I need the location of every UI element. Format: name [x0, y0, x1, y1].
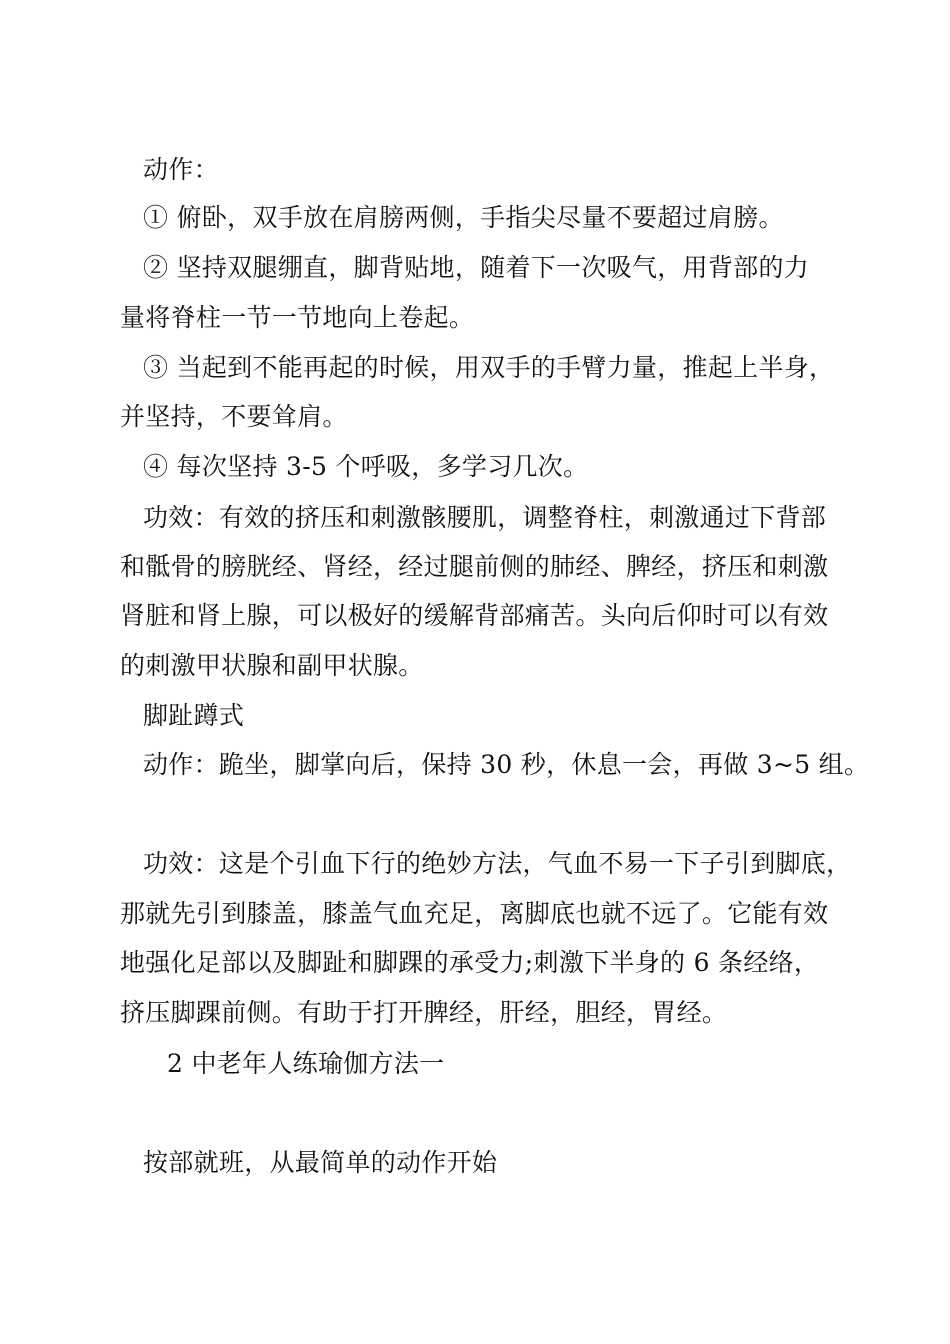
effect-2-line-3: 地强化足部以及脚趾和脚踝的承受力;刺激下半身的 6 条经络，: [120, 948, 820, 977]
effect-1-line-3: 肾脏和肾上腺，可以极好的缓解背部痛苦。头向后仰时可以有效: [120, 601, 829, 630]
effect-1-line-4: 的刺激甲状腺和副甲状腺。: [120, 651, 424, 680]
effect-2-line-4: 挤压脚踝前侧。有助于打开脾经，肝经，胆经，胃经。: [120, 998, 728, 1027]
step-3-line-2: 并坚持，不要耸肩。: [120, 402, 348, 431]
step-2-line-1: ② 坚持双腿绷直，脚背贴地，随着下一次吸气，用背部的力: [143, 253, 810, 282]
effect-1-line-2: 和骶骨的膀胱经、肾经，经过腿前侧的肺经、脾经，挤压和刺激: [120, 552, 829, 581]
effect-1-line-1: 功效：有效的挤压和刺激骸腰肌，调整脊柱，刺激通过下背部: [143, 503, 827, 532]
section-heading: 2 中老年人练瑜伽方法一: [167, 1049, 445, 1078]
pose-title: 脚趾蹲式: [143, 701, 245, 730]
step-3-line-1: ③ 当起到不能再起的时候，用双手的手臂力量，推起上半身，: [143, 353, 835, 382]
step-2-line-2: 量将脊柱一节一节地向上卷起。: [120, 303, 475, 332]
section-intro: 按部就班，从最简单的动作开始: [143, 1148, 498, 1177]
action-label: 动作：: [143, 155, 219, 184]
effect-2-line-1: 功效：这是个引血下行的绝妙方法，气血不易一下子引到脚底，: [143, 849, 852, 878]
step-4: ④ 每次坚持 3-5 个呼吸，多学习几次。: [143, 452, 589, 481]
pose-action: 动作：跪坐，脚掌向后，保持 30 秒，休息一会，再做 3~5 组。: [143, 750, 870, 779]
step-1: ① 俯卧，双手放在肩膀两侧，手指尖尽量不要超过肩膀。: [143, 203, 784, 232]
effect-2-line-2: 那就先引到膝盖，膝盖气血充足，离脚底也就不远了。它能有效: [120, 899, 829, 928]
